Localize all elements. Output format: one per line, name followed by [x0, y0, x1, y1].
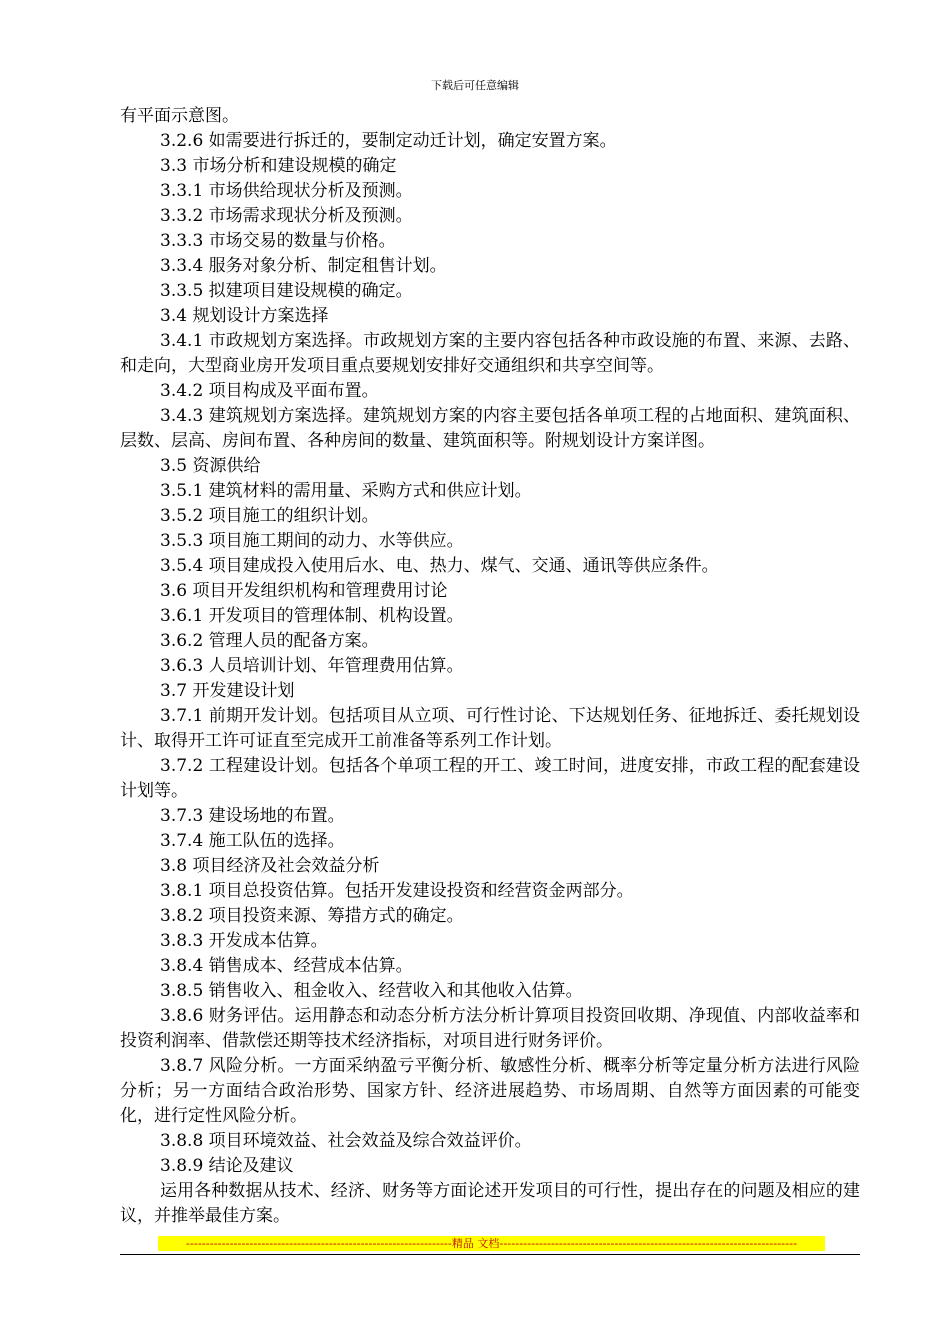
paragraph: 3.5.4 项目建成投入使用后水、电、热力、煤气、交通、通讯等供应条件。: [160, 556, 719, 576]
paragraph: 3.5 资源供给: [160, 456, 261, 476]
paragraph: 3.8.2 项目投资来源、筹措方式的确定。: [160, 906, 464, 926]
paragraph: 3.3.1 市场供给现状分析及预测。: [160, 181, 413, 201]
paragraph: 3.4 规划设计方案选择: [160, 306, 329, 326]
paragraph: 3.8.3 开发成本估算。: [160, 931, 328, 951]
paragraph: 3.7.3 建设场地的布置。: [160, 806, 345, 826]
paragraph: 3.4.2 项目构成及平面布置。: [160, 381, 379, 401]
paragraph: 3.3.4 服务对象分析、制定租售计划。: [160, 256, 447, 276]
paragraph: 3.8.7 风险分析。一方面采纳盈亏平衡分析、敏感性分析、概率分析等定量分析方法进行风险分析；另一方面结合政治形势、国家方针、经济进展趋势、市场周期、自然等方面因素的可能变化，进行定性风险分析。: [120, 1056, 860, 1126]
paragraph: 3.3.5 拟建项目建设规模的确定。: [160, 281, 413, 301]
footer-divider: [120, 1254, 860, 1255]
paragraph: 3.8.9 结论及建议: [160, 1156, 294, 1176]
paragraph: 3.6.3 人员培训计划、年管理费用估算。: [160, 656, 464, 676]
document-body: [120, 104, 860, 1229]
paragraph: 3.4.3 建筑规划方案选择。建筑规划方案的内容主要包括各单项工程的占地面积、建筑面积、层数、层高、房间布置、各种房间的数量、建筑面积等。附规划设计方案详图。: [120, 406, 860, 451]
paragraph: 3.5.3 项目施工期间的动力、水等供应。: [160, 531, 464, 551]
footer-banner: -------------------------------------------------------------------精品 文档---------------------------------------------------------------------------: [158, 1236, 825, 1251]
paragraph: 3.2.6 如需要进行拆迁的，要制定动迁计划，确定安置方案。: [160, 131, 617, 151]
paragraph: 3.6.1 开发项目的管理体制、机构设置。: [160, 606, 464, 626]
paragraph: 3.7.1 前期开发计划。包括项目从立项、可行性讨论、下达规划任务、征地拆迁、委托规划设计、取得开工许可证直至完成开工前准备等系列工作计划。: [120, 706, 860, 751]
paragraph: 3.7.2 工程建设计划。包括各个单项工程的开工、竣工时间，进度安排，市政工程的配套建设计划等。: [120, 756, 860, 801]
paragraph: 3.8.1 项目总投资估算。包括开发建设投资和经营资金两部分。: [160, 881, 634, 901]
paragraph: 3.5.2 项目施工的组织计划。: [160, 506, 379, 526]
paragraph: 3.7 开发建设计划: [160, 681, 295, 701]
paragraph: 3.8.6 财务评估。运用静态和动态分析方法分析计算项目投资回收期、净现值、内部收益率和投资利润率、借款偿还期等技术经济指标，对项目进行财务评价。: [120, 1006, 860, 1051]
paragraph: 3.5.1 建筑材料的需用量、采购方式和供应计划。: [160, 481, 532, 501]
paragraph: 3.3.2 市场需求现状分析及预测。: [160, 206, 413, 226]
paragraph: 3.7.4 施工队伍的选择。: [160, 831, 345, 851]
paragraph: 有平面示意图。: [120, 106, 239, 126]
paragraph: 3.3.3 市场交易的数量与价格。: [160, 231, 396, 251]
paragraph: 3.6.2 管理人员的配备方案。: [160, 631, 379, 651]
paragraph: 3.3 市场分析和建设规模的确定: [160, 156, 397, 176]
paragraph: 3.6 项目开发组织机构和管理费用讨论: [160, 581, 448, 601]
paragraph: 运用各种数据从技术、经济、财务等方面论述开发项目的可行性，提出存在的问题及相应的建议，并推举最佳方案。: [120, 1181, 860, 1226]
paragraph: 3.8.4 销售成本、经营成本估算。: [160, 956, 413, 976]
paragraph: 3.8.5 销售收入、租金收入、经营收入和其他收入估算。: [160, 981, 583, 1001]
paragraph: 3.8 项目经济及社会效益分析: [160, 856, 380, 876]
page-header: 下载后可任意编辑: [431, 79, 519, 92]
paragraph: 3.4.1 市政规划方案选择。市政规划方案的主要内容包括各种市政设施的布置、来源、去路、和走向，大型商业房开发项目重点要规划安排好交通组织和共享空间等。: [120, 331, 860, 376]
paragraph: 3.8.8 项目环境效益、社会效益及综合效益评价。: [160, 1131, 532, 1151]
